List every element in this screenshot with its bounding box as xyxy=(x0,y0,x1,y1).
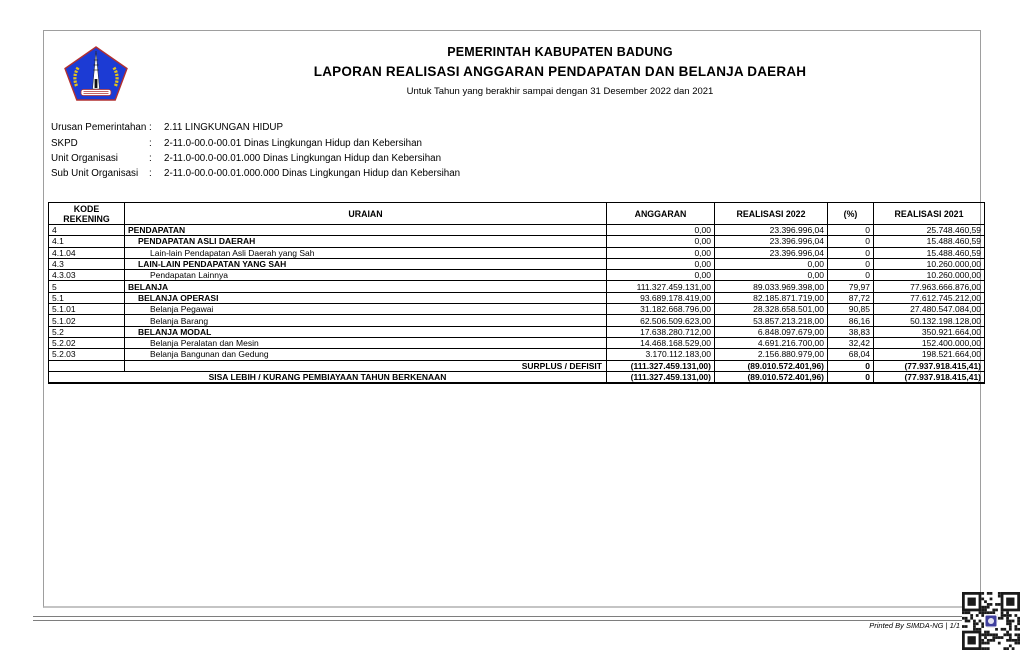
meta-row-unit xyxy=(51,151,460,166)
cell-anggaran: 0,00 xyxy=(607,225,715,236)
table-row xyxy=(49,337,985,348)
meta-colon: : xyxy=(149,168,152,180)
cell-persen: 90,85 xyxy=(828,304,874,315)
table-row xyxy=(49,258,985,269)
printed-by-text: Printed By SIMDA-NG | 1/1 xyxy=(869,621,960,630)
cell-anggaran: 0,00 xyxy=(607,258,715,269)
cell-realisasi-2021: 15.488.460,59 xyxy=(874,236,985,247)
cell-kode: 5.1 xyxy=(49,292,125,303)
cell-realisasi-2022: 53.857.213.218,00 xyxy=(715,315,828,326)
report-table xyxy=(48,202,985,384)
table-row xyxy=(49,281,985,292)
cell-uraian xyxy=(125,236,607,247)
report-title: LAPORAN REALISASI ANGGARAN PENDAPATAN DAN BELANJA DAERAH xyxy=(313,64,807,79)
table-header-row xyxy=(49,203,985,225)
report-header xyxy=(144,45,976,97)
cell-realisasi-2021: 50.132.198.128,00 xyxy=(874,315,985,326)
meta-label: Unit Organisasi xyxy=(51,152,118,164)
cell-realisasi-2022: (89.010.572.401,96) xyxy=(715,371,828,383)
cell-uraian: SURPLUS / DEFISIT xyxy=(125,360,607,371)
report-page xyxy=(43,30,981,608)
cell-kode: 5 xyxy=(49,281,125,292)
uraian-text: Pendapatan Lainnya xyxy=(150,270,228,281)
org-name: PEMERINTAH KABUPATEN BADUNG xyxy=(447,45,673,59)
cell-realisasi-2022: 82.185.871.719,00 xyxy=(715,292,828,303)
uraian-text: Belanja Bangunan dan Gedung xyxy=(150,349,269,360)
cell-realisasi-2021: 10.260.000,00 xyxy=(874,258,985,269)
cell-uraian xyxy=(125,270,607,281)
cell-uraian xyxy=(125,326,607,337)
meta-value: 2-11.0-00.0-00.01.000 Dinas Lingkungan Hidup dan Kebersihan xyxy=(164,152,442,164)
report-meta xyxy=(51,120,460,182)
column-header-kode-rekening: KODE REKENING xyxy=(49,203,125,225)
cell-persen: 68,04 xyxy=(828,349,874,360)
cell-realisasi-2022: 0,00 xyxy=(715,258,828,269)
uraian-text: LAIN-LAIN PENDAPATAN YANG SAH xyxy=(138,259,287,270)
table-row xyxy=(49,225,985,236)
cell-anggaran: 0,00 xyxy=(607,247,715,258)
cell-realisasi-2022: (89.010.572.401,96) xyxy=(715,360,828,371)
cell-anggaran: 0,00 xyxy=(607,236,715,247)
cell-kode: 5.1.02 xyxy=(49,315,125,326)
meta-row-subunit xyxy=(51,166,460,181)
cell-realisasi-2021: 25.748.460,59 xyxy=(874,225,985,236)
table-row xyxy=(49,304,985,315)
meta-row-urusan xyxy=(51,120,460,135)
cell-persen: 79,97 xyxy=(828,281,874,292)
cell-realisasi-2022: 6.848.097.679,00 xyxy=(715,326,828,337)
cell-realisasi-2021: 15.488.460,59 xyxy=(874,247,985,258)
table-row-surplus xyxy=(49,360,985,371)
cell-persen: 0 xyxy=(828,247,874,258)
table-row xyxy=(49,270,985,281)
cell-kode xyxy=(49,360,125,371)
cell-realisasi-2022: 0,00 xyxy=(715,270,828,281)
cell-persen: 0 xyxy=(828,258,874,269)
uraian-text: Belanja Peralatan dan Mesin xyxy=(150,338,259,349)
cell-realisasi-2021: (77.937.918.415,41) xyxy=(874,371,985,383)
meta-colon: : xyxy=(149,152,152,164)
cell-persen: 0 xyxy=(828,236,874,247)
uraian-text: PENDAPATAN xyxy=(128,225,186,236)
table-row xyxy=(49,247,985,258)
cell-anggaran: 0,00 xyxy=(607,270,715,281)
meta-label: Urusan Pemerintahan xyxy=(51,122,147,134)
cell-anggaran: 62.506.509.623,00 xyxy=(607,315,715,326)
meta-colon: : xyxy=(149,122,152,134)
cell-realisasi-2022: 23.396.996,04 xyxy=(715,236,828,247)
cell-uraian xyxy=(125,292,607,303)
cell-uraian xyxy=(125,315,607,326)
cell-realisasi-2021: 10.260.000,00 xyxy=(874,270,985,281)
cell-realisasi-2021: 350.921.664,00 xyxy=(874,326,985,337)
table-row xyxy=(49,326,985,337)
uraian-text: BELANJA MODAL xyxy=(138,326,212,337)
cell-realisasi-2022: 89.033.969.398,00 xyxy=(715,281,828,292)
uraian-text: Belanja Barang xyxy=(150,315,209,326)
cell-anggaran: (111.327.459.131,00) xyxy=(607,360,715,371)
cell-realisasi-2022: 4.691.216.700,00 xyxy=(715,337,828,348)
cell-uraian xyxy=(125,349,607,360)
uraian-text: BELANJA OPERASI xyxy=(138,292,219,303)
cell-realisasi-2022: 28.328.658.501,00 xyxy=(715,304,828,315)
report-table-body xyxy=(49,225,985,383)
table-row xyxy=(49,236,985,247)
cell-persen: 0 xyxy=(828,371,874,383)
cell-kode: 5.1.01 xyxy=(49,304,125,315)
cell-realisasi-2021: 198.521.664,00 xyxy=(874,349,985,360)
table-row xyxy=(49,315,985,326)
cell-persen: 86,16 xyxy=(828,315,874,326)
meta-value: 2-11.0-00.0-00.01.000.000 Dinas Lingkungan Hidup dan Kebersihan xyxy=(164,168,461,180)
column-header-persen: (%) xyxy=(828,203,874,225)
uraian-text: Belanja Pegawai xyxy=(150,304,214,315)
cell-persen: 38,83 xyxy=(828,326,874,337)
cell-anggaran: 111.327.459.131,00 xyxy=(607,281,715,292)
table-row xyxy=(49,292,985,303)
cell-anggaran: 14.468.168.529,00 xyxy=(607,337,715,348)
report-period: Untuk Tahun yang berakhir sampai dengan 31 Desember 2022 dan 2021 xyxy=(406,86,714,97)
cell-uraian xyxy=(125,225,607,236)
column-header-realisasi-2021: REALISASI 2021 xyxy=(874,203,985,225)
cell-realisasi-2021: (77.937.918.415,41) xyxy=(874,360,985,371)
cell-uraian xyxy=(125,281,607,292)
meta-value: 2.11 LINGKUNGAN HIDUP xyxy=(164,122,284,134)
uraian-text: PENDAPATAN ASLI DAERAH xyxy=(138,236,256,247)
cell-kode: 4.3 xyxy=(49,258,125,269)
qr-code xyxy=(962,592,1020,650)
cell-realisasi-2022: 23.396.996,04 xyxy=(715,247,828,258)
uraian-text: Lain-lain Pendapatan Asli Daerah yang Sah xyxy=(150,247,315,258)
cell-kode: 4 xyxy=(49,225,125,236)
cell-persen: 32,42 xyxy=(828,337,874,348)
meta-label: SKPD xyxy=(51,137,78,149)
cell-anggaran: 17.638.280.712,00 xyxy=(607,326,715,337)
cell-realisasi-2021: 77.963.666.876,00 xyxy=(874,281,985,292)
cell-anggaran: 93.689.178.419,00 xyxy=(607,292,715,303)
cell-persen: 0 xyxy=(828,270,874,281)
meta-value: 2-11.0-00.0-00.01 Dinas Lingkungan Hidup dan Kebersihan xyxy=(164,137,422,149)
cell-uraian: SISA LEBIH / KURANG PEMBIAYAAN TAHUN BERKENAAN xyxy=(49,371,607,383)
cell-kode: 4.3.03 xyxy=(49,270,125,281)
cell-persen: 0 xyxy=(828,360,874,371)
column-header-anggaran: ANGGARAN xyxy=(607,203,715,225)
column-header-realisasi-2022: REALISASI 2022 xyxy=(715,203,828,225)
cell-persen: 87,72 xyxy=(828,292,874,303)
cell-uraian xyxy=(125,304,607,315)
badung-regency-seal-logo xyxy=(63,46,129,102)
cell-anggaran: 31.182.668.796,00 xyxy=(607,304,715,315)
footer-rule-top xyxy=(33,616,991,618)
cell-realisasi-2021: 27.480.547.084,00 xyxy=(874,304,985,315)
table-row-sisa xyxy=(49,371,985,383)
cell-kode: 5.2.02 xyxy=(49,337,125,348)
cell-realisasi-2022: 23.396.996,04 xyxy=(715,225,828,236)
cell-uraian xyxy=(125,337,607,348)
meta-colon: : xyxy=(149,137,152,149)
cell-realisasi-2021: 152.400.000,00 xyxy=(874,337,985,348)
cell-kode: 5.2.03 xyxy=(49,349,125,360)
cell-persen: 0 xyxy=(828,225,874,236)
meta-row-skpd xyxy=(51,135,460,150)
cell-kode: 5.2 xyxy=(49,326,125,337)
cell-realisasi-2022: 2.156.880.979,00 xyxy=(715,349,828,360)
table-row xyxy=(49,349,985,360)
cell-realisasi-2021: 77.612.745.212,00 xyxy=(874,292,985,303)
cell-kode: 4.1.04 xyxy=(49,247,125,258)
cell-kode: 4.1 xyxy=(49,236,125,247)
cell-uraian xyxy=(125,258,607,269)
column-header-uraian: URAIAN xyxy=(125,203,607,225)
meta-label: Sub Unit Organisasi xyxy=(51,168,139,180)
cell-uraian xyxy=(125,247,607,258)
uraian-text: BELANJA xyxy=(128,281,169,292)
footer-rule-bottom xyxy=(33,620,991,622)
cell-anggaran: (111.327.459.131,00) xyxy=(607,371,715,383)
cell-anggaran: 3.170.112.183,00 xyxy=(607,349,715,360)
